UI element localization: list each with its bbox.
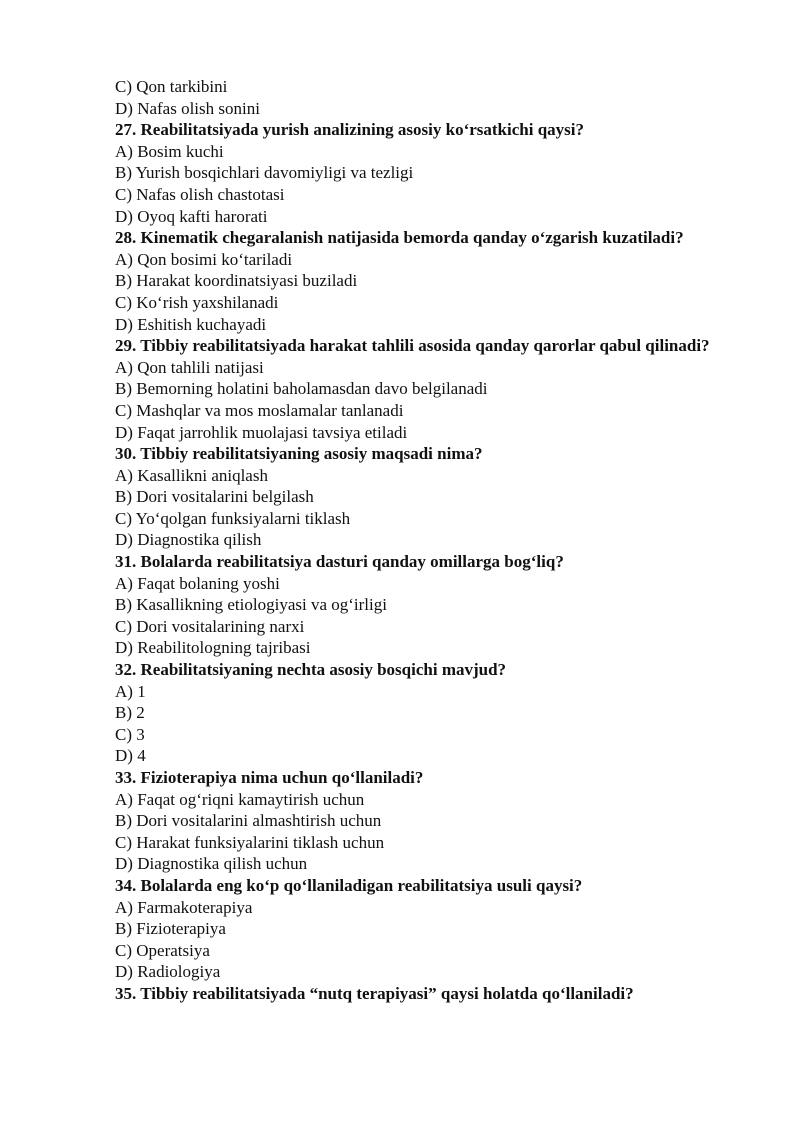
question-text: 29. Tibbiy reabilitatsiyada harakat tahlili asosida qanday qarorlar qabul qilinadi? — [115, 336, 710, 356]
document-page — [115, 76, 715, 1005]
option-line: A) Qon bosimi ko‘tariladi — [115, 249, 293, 269]
question-text: 31. Bolalarda reabilitatsiya dasturi qanday omillarga bog‘liq? — [115, 552, 564, 572]
question-text: 35. Tibbiy reabilitatsiyada “nutq terapiyasi” qaysi holatda qo‘llaniladi? — [115, 983, 634, 1003]
question-text: 34. Bolalarda eng ko‘p qo‘llaniladigan reabilitatsiya usuli qaysi? — [115, 875, 583, 895]
question-block — [115, 443, 715, 551]
option-line: B) Kasallikning etiologiyasi va og‘irligi — [115, 595, 387, 615]
question-block — [115, 551, 715, 659]
option-line: D) Eshitish kuchayadi — [115, 314, 267, 334]
option-line: A) Qon tahlili natijasi — [115, 357, 264, 377]
question-text: 27. Reabilitatsiyada yurish analizining asosiy ko‘rsatkichi qaysi? — [115, 120, 584, 140]
question-block — [115, 335, 715, 443]
option-line: A) Faqat bolaning yoshi — [115, 573, 280, 593]
question-text: 28. Kinematik chegaralanish natijasida bemorda qanday o‘zgarish kuzatiladi? — [115, 228, 684, 248]
question-block — [115, 659, 715, 767]
option-line: A) 1 — [115, 681, 146, 701]
option-line: B) Bemorning holatini baholamasdan davo belgilanadi — [115, 379, 488, 399]
question-block — [115, 119, 715, 227]
option-line: A) Faqat og‘riqni kamaytirish uchun — [115, 789, 365, 809]
option-line: D) Oyoq kafti harorati — [115, 206, 268, 226]
option-line: C) Harakat funksiyalarini tiklash uchun — [115, 832, 385, 852]
question-text: 30. Tibbiy reabilitatsiyaning asosiy maqsadi nima? — [115, 444, 483, 464]
option-line: D) Radiologiya — [115, 962, 221, 982]
option-line: D) 4 — [115, 746, 146, 766]
question-block — [115, 983, 715, 1005]
option-line: B) Harakat koordinatsiyasi buziladi — [115, 271, 358, 291]
option-line: B) Fizioterapiya — [115, 919, 226, 939]
question-block — [115, 767, 715, 875]
option-line: D) Diagnostika qilish — [115, 530, 262, 550]
question-block — [115, 875, 715, 983]
option-line: B) Dori vositalarini almashtirish uchun — [115, 811, 382, 831]
option-line: C) Yo‘qolgan funksiyalarni tiklash — [115, 508, 351, 528]
option-line: B) Yurish bosqichlari davomiyligi va tezligi — [115, 163, 414, 183]
option-line: B) Dori vositalarini belgilash — [115, 487, 314, 507]
option-line: C) Qon tarkibini — [115, 77, 228, 96]
option-line: C) Mashqlar va mos moslamalar tanlanadi — [115, 400, 404, 420]
option-line: C) Dori vositalarining narxi — [115, 616, 305, 636]
option-line: C) Nafas olish chastotasi — [115, 184, 285, 204]
option-line: D) Diagnostika qilish uchun — [115, 854, 308, 874]
option-line: D) Reabilitologning tajribasi — [115, 638, 311, 658]
option-line: A) Bosim kuchi — [115, 141, 224, 161]
option-line: C) Ko‘rish yaxshilanadi — [115, 292, 279, 312]
option-line: D) Faqat jarrohlik muolajasi tavsiya etiladi — [115, 422, 408, 442]
option-line: A) Kasallikni aniqlash — [115, 465, 268, 485]
question-text: 33. Fizioterapiya nima uchun qo‘llaniladi? — [115, 768, 424, 787]
option-line: C) 3 — [115, 724, 145, 744]
option-line: A) Farmakoterapiya — [115, 897, 253, 917]
option-line: C) Operatsiya — [115, 940, 210, 960]
option-line: D) Nafas olish sonini — [115, 98, 260, 118]
question-text: 32. Reabilitatsiyaning nechta asosiy bosqichi mavjud? — [115, 660, 507, 680]
question-block — [115, 227, 715, 335]
option-line: B) 2 — [115, 703, 145, 723]
